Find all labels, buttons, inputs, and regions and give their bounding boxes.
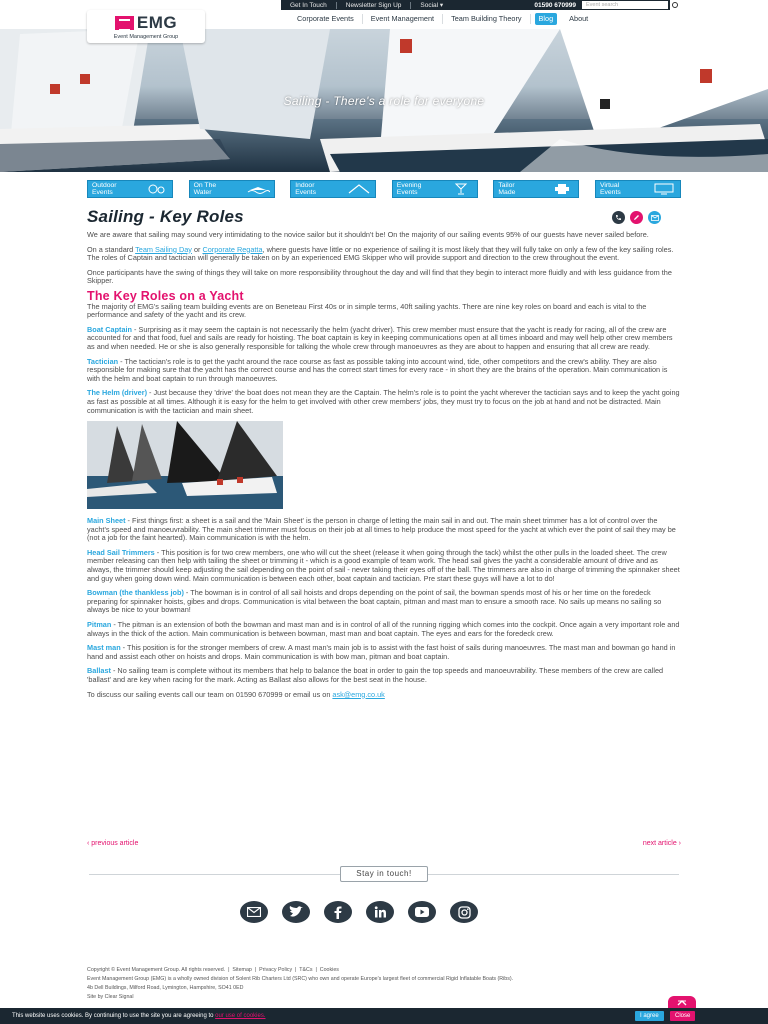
role-name: Main Sheet <box>87 516 126 526</box>
team-sailing-day-link[interactable]: Team Sailing Day <box>135 244 192 254</box>
text: , where guests have little or no experience of sailing it is most likely that they will fully take on only a few of the key sailing roles. The roles of Captain and tactician will generally be taken on by an experienced EMG Skipper who will provide support and direction to the crew throughout the event. <box>87 244 674 263</box>
share-icons <box>612 211 661 224</box>
evening-events-icon <box>449 183 473 195</box>
role-name: Tactician <box>87 356 119 366</box>
cookie-bar <box>0 1008 768 1024</box>
facebook-icon[interactable] <box>324 901 352 923</box>
next-label: next article <box>642 840 677 847</box>
category-evening-events[interactable] <box>392 180 478 198</box>
corporate-regatta-link[interactable]: Corporate Regatta <box>202 244 263 254</box>
paragraph: Once participants have the swing of things they will take on more responsibility throughout the day and will find that they begin to interact more fluidly and with less guidance from the Skipper. <box>87 267 672 286</box>
role-text: - No sailing team is complete without its members that help to balance the boat in order to gain the top speeds and manoeuvrability. These members of the crew are called 'ballast' and are key when racing for the mark. Acting as Ballast also allows for the best seat in the house. <box>87 666 664 684</box>
utility-bar <box>281 0 680 10</box>
social-icons <box>240 901 478 923</box>
next-article-link[interactable] <box>643 840 681 847</box>
close-button[interactable]: Close <box>670 1011 695 1021</box>
logo-text: EMG <box>136 13 178 32</box>
search-icon <box>672 2 678 8</box>
footer-link-cookies[interactable]: Cookies <box>319 967 339 973</box>
nav-about[interactable]: About <box>569 14 589 23</box>
footer-credit[interactable]: Site by Clear Signal <box>87 994 134 1000</box>
nav-event-management[interactable]: Event Management <box>363 14 443 24</box>
role-paragraph <box>87 549 681 583</box>
social-label: Social <box>420 2 439 9</box>
role-paragraph <box>87 644 681 661</box>
role-name: Pitman <box>87 620 112 630</box>
footer <box>87 966 681 1002</box>
emg-logo[interactable] <box>87 10 205 43</box>
cookie-policy-link[interactable]: our use of cookies. <box>215 1013 266 1019</box>
footer-address: 4b Dell Buildings, Milford Road, Lymington, Hampshire, SO41 0ED <box>87 985 244 991</box>
role-text: - First things first: a sheet is a sail and the 'Main Sheet' is the person in charge of letting the main sail in and out. The main sheet trimmer has a lot of control over the yacht's speed and manoeuvrability. The main sheet trimmer must focus on their job at all times to help produce the most speed for the yacht at which ever the point of sail they may be (not a job for the faint hearted). Main communication is with the helm. <box>87 516 676 543</box>
chevron-up-icon <box>677 999 687 1006</box>
role-text: - The bowman is in control of all sail hoists and drops depending on the point of sail, the bowman spends most of his or her time on the foredeck preparing for spinnaker hoists, gibes and drops. Communication is vital between the boat captain, pitman and mast man to ensure a smooth race. No sails up means no sailing so always be nice to your bowman! <box>87 588 662 615</box>
logo-subtitle: Event Management Group <box>113 34 179 40</box>
role-text: - The tactician's role is to get the yacht around the race course as fast as possible taking into account wind, tide, other competitors and the crew's ability. They are also responsible for making sure that the yacht has the correct course and has the correct start times for every race - in short they are the brains of the operation. Main communication is with the helm and boat captain to run through manoeuvres. <box>87 356 668 383</box>
twitter-icon[interactable] <box>282 901 310 923</box>
section-heading: The Key Roles on a Yacht <box>87 288 244 303</box>
edit-icon[interactable] <box>630 211 643 224</box>
search-input[interactable]: Event search <box>582 1 668 9</box>
chevron-left-icon: ‹ <box>87 840 92 847</box>
logo-row <box>115 13 177 33</box>
contact-paragraph <box>87 691 681 700</box>
role-paragraph <box>87 358 681 384</box>
social-dropdown[interactable] <box>411 1 452 9</box>
get-in-touch-link[interactable]: Get In Touch <box>290 1 327 9</box>
role-text: - The pitman is an extension of both the bowman and mast man and is in control of all of the running rigging which comes into the cockpit. Once again a very important role and always in the thick of the action. Main communication is between bowman, mast man and boat captain. The eyes and ears for the foredeck crew. <box>87 620 680 638</box>
virtual-events-icon <box>652 183 676 195</box>
category-label: Tailor Made <box>498 182 516 196</box>
text: On a standard <box>87 244 136 254</box>
role-paragraph <box>87 589 681 615</box>
category-label: Indoor Events <box>295 182 316 196</box>
category-indoor-events[interactable] <box>290 180 376 198</box>
main-nav <box>289 10 596 28</box>
role-paragraph <box>87 621 681 638</box>
youtube-icon[interactable] <box>408 901 436 923</box>
category-outdoor-events[interactable] <box>87 180 173 198</box>
linkedin-icon[interactable] <box>366 901 394 923</box>
footer-links-row: Copyright © Event Management Group. All rights reserved. | Sitemap | Privacy Policy | T&Cs | Cookies <box>87 967 339 973</box>
copyright: Copyright © Event Management Group. All rights reserved. <box>87 967 226 973</box>
email-link[interactable]: ask@emg.co.uk <box>332 689 385 699</box>
role-paragraph <box>87 667 681 684</box>
sailing-photo <box>87 421 283 509</box>
role-name: Mast man <box>87 643 121 653</box>
nav-team-building-theory[interactable]: Team Building Theory <box>443 14 530 24</box>
role-text: - This position is for two crew members, one who will cut the sheet (release it when going through the tack) whilst the other pulls in the loaded sheet. The crew member releasing can then help with tailing the sheet or trimming it - which is a good example of team work. The head sail gives the yacht a considerable amount of drive and as always, the trimmer should keep adjusting the sail depending on the point of sail - never taking their eyes off of the ball. The trimmers are also in charge of trimming the spinnaker sheet and guy when going down wind. Main communication is between each other, boat captain and tactician. Pre start these guys will have a lot to do! <box>87 547 680 583</box>
scroll-to-top-button[interactable] <box>668 996 696 1008</box>
role-text: - Surprising as it may seem the captain is not necessarily the helm (yacht driver). This crew member must ensure that the yacht is ready for racing, all of the crew are accounted for and that food, fuel and sails are ready for hoisting. The boat captain is key in keeping communications open at all times inboard and may well help other crew members as and when needed. He or she is also generally responsible for talking the whole crew through manoeuvres as they are about to happen and ensuring that all crew are ready. <box>87 324 673 351</box>
intro-paragraph: We are aware that sailing may sound very intimidating to the novice sailor but it shouldn't be! On the majority of our sailing events 95% of our guests have never sailed before. <box>87 230 649 239</box>
role-text: - Just because they 'drive' the boat does not mean they are the Captain. The helm's role is to point the yacht wherever the tactician says and to keep the yacht going as fast as possible at all times. Although it is easy for the helm to get involved with other crew members' jobs, they must try to focus on the job at hand and not be distracted. Main communication is with the tactician and main sheet. <box>87 388 680 415</box>
chevron-down-icon: ▾ <box>439 2 444 9</box>
on-the-water-icon <box>246 183 270 195</box>
stay-in-touch-button[interactable]: Stay in touch! <box>340 866 428 882</box>
category-label: Evening Events <box>396 182 422 196</box>
phone-number[interactable]: 01590 670999 <box>534 1 576 9</box>
role-paragraph <box>87 389 681 415</box>
previous-article-link[interactable] <box>87 840 138 847</box>
text: To discuss our sailing events call our team on 01590 670999 or email us on <box>87 689 333 699</box>
footer-link-terms[interactable]: T&Cs <box>299 967 313 973</box>
hero-caption: Sailing - There's a role for everyone <box>283 94 485 108</box>
category-virtual-events[interactable] <box>595 180 681 198</box>
footer-link-sitemap[interactable]: Sitemap <box>232 967 252 973</box>
footer-about: Event Management Group (EMG) is a wholly owned division of Solent Rib Charters Ltd (SRC) who own and operate Europe's largest fleet of commercial Rigid Inflatable Boats (Ribs). <box>87 976 514 982</box>
footer-link-privacy-policy[interactable]: Privacy Policy <box>259 967 293 973</box>
email-icon[interactable] <box>240 901 268 923</box>
cookie-message <box>12 1008 266 1024</box>
email-icon[interactable] <box>648 211 661 224</box>
category-label: Outdoor Events <box>92 182 117 196</box>
role-name: Head Sail Trimmers <box>87 547 155 557</box>
category-on-the-water[interactable] <box>189 180 275 198</box>
article-body <box>87 231 681 705</box>
search-button[interactable] <box>670 0 680 10</box>
indoor-events-icon <box>347 183 371 195</box>
phone-icon[interactable] <box>612 211 625 224</box>
stay-in-touch-section <box>0 866 768 882</box>
category-label: Virtual Events <box>599 182 621 196</box>
role-name: Bowman (the thankless job) <box>87 588 184 598</box>
page-title: Sailing - Key Roles <box>87 207 244 226</box>
previous-label: previous article <box>91 840 139 847</box>
tailor-made-icon <box>550 183 574 195</box>
yacht-race-image <box>87 421 283 509</box>
role-name: The Helm (driver) <box>87 388 148 398</box>
logo-mark-icon <box>115 16 134 30</box>
paragraph: The majority of EMG's sailing team building events are on Beneteau First 40s or in simple terms, 40ft sailing yachts. There are nine key roles on board and each is vital to the performance and safety of the yacht and its crew. <box>87 301 647 320</box>
role-text: - This position is for the stronger members of crew. A mast man's main job is to assist with the fast hoist of sails during manoeuvres. The mast man and bowman go hand in hand and assist each other on hoists and drops. Main communication is with bow man, pitman and boat captain. <box>87 643 676 661</box>
agree-button[interactable]: I agree <box>635 1011 664 1021</box>
nav-blog[interactable]: Blog <box>535 13 558 25</box>
outdoor-events-icon <box>144 183 168 195</box>
category-label: On The Water <box>193 182 217 196</box>
cookie-text: This website uses cookies. By continuing to use the site you are agreeing to <box>12 1013 216 1019</box>
newsletter-link[interactable]: Newsletter Sign Up <box>345 1 402 9</box>
role-name: Ballast <box>87 666 111 676</box>
role-paragraph <box>87 517 681 543</box>
text: or <box>191 244 203 254</box>
category-tailor-made[interactable] <box>493 180 579 198</box>
paragraph <box>87 246 681 263</box>
hero-banner <box>0 29 768 172</box>
role-name: Boat Captain <box>87 324 132 334</box>
chevron-right-icon: › <box>676 840 681 847</box>
nav-corporate-events[interactable]: Corporate Events <box>289 14 363 24</box>
instagram-icon[interactable] <box>450 901 478 923</box>
role-paragraph <box>87 326 681 352</box>
event-categories <box>87 180 681 198</box>
